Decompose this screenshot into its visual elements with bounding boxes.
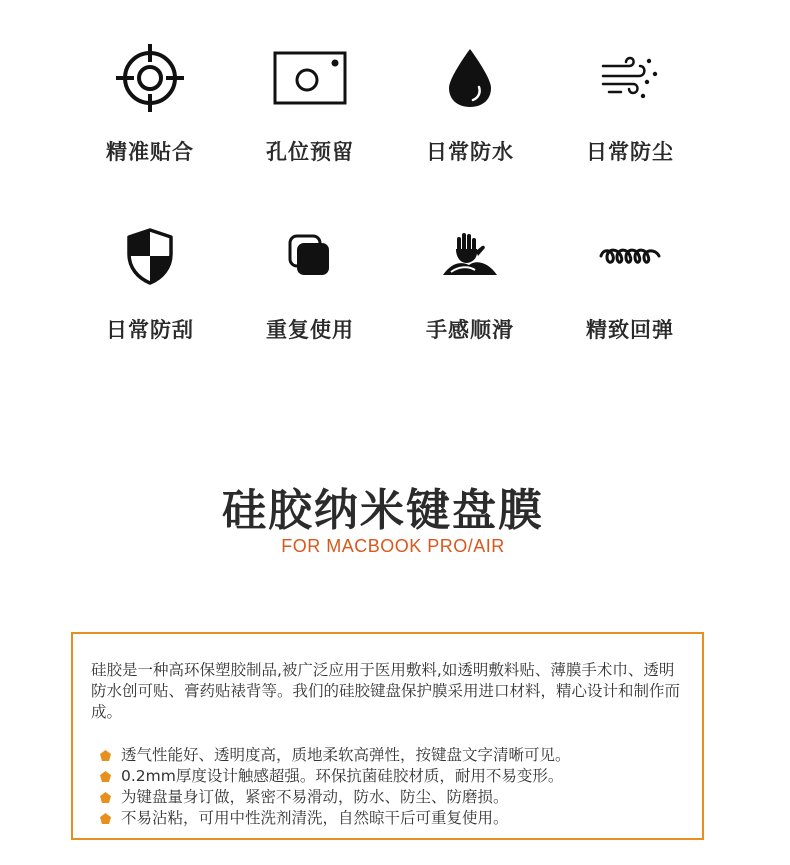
feature-label: 日常防尘 <box>586 140 674 164</box>
feature-label: 精致回弹 <box>586 318 674 342</box>
feature-waterproof <box>390 38 550 166</box>
pentagon-bullet-icon <box>100 792 111 803</box>
feature-label: 日常防刮 <box>106 318 194 342</box>
feature-grid <box>70 38 710 344</box>
bullet-item <box>91 766 686 787</box>
bullet-item <box>91 787 686 808</box>
feature-label: 日常防水 <box>426 140 514 164</box>
shield-icon <box>110 216 190 296</box>
description-box <box>71 632 704 840</box>
feature-smooth-touch <box>390 216 550 344</box>
spring-coil-icon <box>590 216 670 296</box>
pentagon-bullet-icon <box>100 771 111 782</box>
feature-reusable <box>230 216 390 344</box>
feature-dustproof <box>550 38 710 166</box>
feature-hole-reserved <box>230 38 390 166</box>
product-title: 硅胶纳米键盘膜 <box>222 485 544 536</box>
wind-dust-icon <box>590 38 670 118</box>
feature-label: 手感顺滑 <box>426 318 514 342</box>
bullet-item <box>91 745 686 766</box>
pentagon-bullet-icon <box>100 813 111 824</box>
feature-bullet-list <box>91 745 686 829</box>
feature-label: 精准贴合 <box>106 140 194 164</box>
feature-scratchproof <box>70 216 230 344</box>
water-drop-icon <box>430 38 510 118</box>
bullet-item <box>91 808 686 829</box>
bullet-text: 不易沾粘，可用中性洗剂清洗，自然晾干后可重复使用。 <box>121 809 509 827</box>
pentagon-bullet-icon <box>100 750 111 761</box>
camera-hole-icon <box>270 38 350 118</box>
feature-label: 重复使用 <box>266 318 354 342</box>
product-subtitle: FOR MACBOOK PRO/AIR <box>281 536 505 556</box>
description-intro: 硅胶是一种高环保塑胶制品,被广泛应用于医用敷料,如透明敷料贴、薄膜手术巾、透明防水创可贴、膏药贴裱背等。我们的硅胶键盘保护膜采用进口材料，精心设计和制作而成。 <box>91 661 681 721</box>
bullet-text: 透气性能好、透明度高，质地柔软高弹性，按键盘文字清晰可见。 <box>121 746 571 764</box>
crosshair-icon <box>110 38 190 118</box>
feature-label: 孔位预留 <box>266 140 354 164</box>
bullet-text: 0.2mm厚度设计触感超强。环保抗菌硅胶材质，耐用不易变形。 <box>121 767 564 785</box>
hand-touch-icon <box>430 216 510 296</box>
bullet-text: 为键盘量身订做，紧密不易滑动，防水、防尘、防磨损。 <box>121 788 509 806</box>
feature-elastic-rebound <box>550 216 710 344</box>
feature-precise-fit <box>70 38 230 166</box>
copy-layers-icon <box>270 216 350 296</box>
